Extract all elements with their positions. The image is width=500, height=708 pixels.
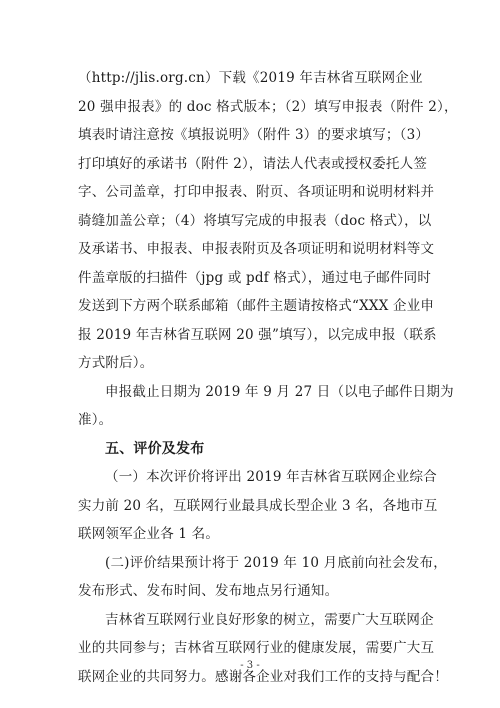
text-line: 申报截止日期为 2019 年 9 月 27 日（以电子邮件日期为 <box>105 383 454 400</box>
page-number: - 3 - <box>240 660 260 671</box>
text-line: 实力前 20 名，互联网行业最具成长型企业 3 名，各地市互 <box>78 497 438 514</box>
text-line: 联网企业的共同努力。感谢各企业对我们工作的支持与配合！ <box>78 668 448 685</box>
text-line: 20 强申报表》的 doc 格式版本；（2）填写申报表（附件 2）， <box>78 98 458 115</box>
text-line: 打印填好的承诺书（附件 2），请法人代表或授权委托人签 <box>78 155 428 172</box>
text-line: (二)评价结果预计将于 2019 年 10 月底前向社会发布， <box>105 554 447 571</box>
text-line: （http://jlis.org.cn）下载《2019 年吉林省互联网企业 <box>78 70 423 86</box>
text-line: 及承诺书、申报表、申报表附页及各项证明和说明材料等文 <box>78 241 435 257</box>
section-heading: 五、评价及发布 <box>105 440 205 457</box>
text-line: 字、公司盖章，打印申报表、附页、各项证明和说明材料并 <box>78 184 435 200</box>
text-line: 准）。 <box>78 412 113 428</box>
text-line: （一）本次评价将评出 2019 年吉林省互联网企业综合 <box>105 469 437 485</box>
text-line: 报 2019 年吉林省互联网 20 强”填写），以完成申报（联系 <box>78 326 437 343</box>
text-line: 吉林省互联网行业良好形象的树立，需要广大互联网企 <box>105 611 434 628</box>
text-line: 填表时请注意按《填报说明》（附件 3）的要求填写；（3） <box>78 127 430 143</box>
text-line: 业的共同参与；吉林省互联网行业的健康发展，需要广大互 <box>78 640 435 656</box>
text-line: 方式附后）。 <box>78 355 154 371</box>
text-line: 联网领军企业各 1 名。 <box>78 526 220 542</box>
text-line: 骑缝加盖公章；（4）将填写完成的申报表（doc 格式），以 <box>78 212 432 229</box>
text-line: 件盖章版的扫描件（jpg 或 pdf 格式），通过电子邮件同时 <box>78 269 432 286</box>
text-line: 发布形式、发布时间、发布地点另行通知。 <box>78 583 339 599</box>
body-text <box>78 64 458 691</box>
text-line: 发送到下方两个联系邮箱（邮件主题请按格式“XXX 企业申 <box>78 298 435 314</box>
